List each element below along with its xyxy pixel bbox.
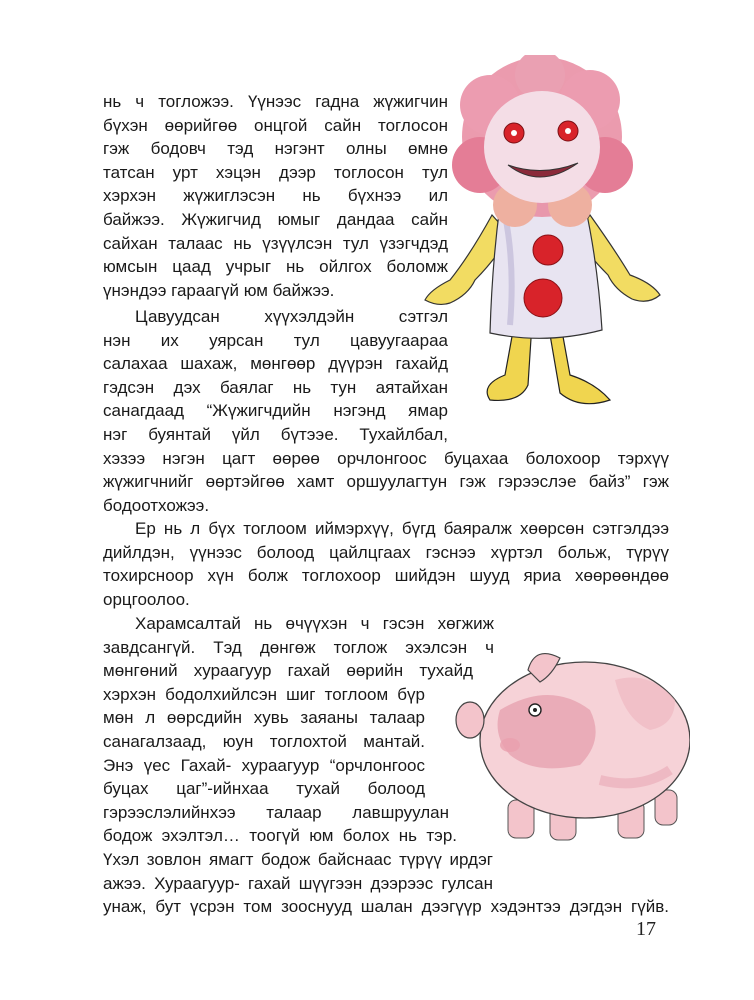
text-line: тохирсноор хүн болж тоглохоор шийдэн шууд яриа хөөрөөндөө bbox=[103, 566, 669, 586]
text-line: Энэ үес Гахай- хураагуур “орчлонгоос bbox=[103, 755, 425, 775]
text-line: Цавуудсан хүүхэлдэйн сэтгэл bbox=[135, 307, 448, 326]
text-line: бүхэн өөрийгөө онцгой сайн тоглосон bbox=[103, 115, 448, 135]
text-line: юмсын цаад учрыг нь ойлгох боломж bbox=[103, 257, 448, 277]
text-line: татсан урт хэцэн дээр тоглосон тул bbox=[103, 162, 448, 182]
doll-button-top bbox=[533, 235, 563, 265]
text-line: үнэндээ гараагүй юм байжээ. bbox=[103, 280, 335, 300]
text-line: сайхан талаас нь үзүүлсэн тул үзэгчдэд bbox=[103, 233, 448, 253]
text-line: гэж бодовч тэд нэгэнт олны өмнө bbox=[103, 139, 448, 159]
text-line: нэг буянтай үйл бүтээе. Тухайлбал, bbox=[103, 424, 448, 444]
text-line: жүжигчнийг өөртэйгөө хамт оршуулагтун гэж гэрээслэе байз” гэж bbox=[103, 472, 669, 492]
text-line: мөнгөний хураагуур гахай өөрийн тухайд bbox=[103, 661, 473, 681]
doll-face bbox=[484, 91, 600, 203]
page-number: 17 bbox=[636, 918, 656, 940]
text-line: нэн их уярсан тул цавуугаараа bbox=[103, 330, 448, 350]
text-line: Харамсалтай нь өчүүхэн ч гэсэн хөгжиж bbox=[135, 614, 494, 633]
paragraph-1 bbox=[103, 90, 448, 302]
text-line: буцах цаг”-ийнхаа тухай болоод bbox=[103, 779, 425, 799]
text-line: орцгоолоо. bbox=[103, 589, 190, 609]
text-line: гэдсэн дэх баялаг нь тун аятайхан bbox=[103, 377, 448, 397]
text-line: хэзээ нэгэн цагт өөрөө орчлонгоос буцахаа болохоор тэрхүү bbox=[103, 448, 669, 468]
text-line: байжээ. Жүжигчид юмыг дандаа сайн bbox=[103, 209, 448, 229]
text-line: завдсангүй. Тэд дөнгөж тоглож эхэлсэн ч bbox=[103, 637, 494, 657]
paragraph-4 bbox=[103, 612, 669, 919]
text-line: Ер нь л бүх тоглоом иймэрхүү, бүгд баяралж хөөрсөн сэтгэлдээ bbox=[135, 519, 669, 538]
text-line: нь ч тогложээ. Үүнээс гадна жүжигчин bbox=[103, 92, 448, 111]
paragraph-2 bbox=[103, 305, 669, 517]
text-line: салахаа шахаж, мөнгөөр дүүрэн гахайд bbox=[103, 354, 448, 374]
text-line: бодож эхэлтэл… тоогүй юм болох нь тэр. bbox=[103, 826, 457, 846]
text-line: хэрхэн бодолхийлсэн шиг тоглоом бүр bbox=[103, 684, 425, 704]
text-line: дийлдэн, үүнээс болоод цайлцгаах гэснээ хүртэл больж, түрүү bbox=[103, 542, 669, 562]
text-line: гэрээслэлийнхээ талаар лавшруулан bbox=[103, 802, 449, 822]
text-line: санагдаад “Жүжигчдийн нэгэнд ямар bbox=[103, 401, 448, 421]
text-line: ажээ. Хураагуур- гахай шүүгээн дээрээс гулсан bbox=[103, 873, 493, 893]
text-line: санагалзаад, юун тоглохтой мантай. bbox=[103, 731, 425, 751]
text-line: бодоотхожээ. bbox=[103, 495, 210, 515]
text-line: мөн л өөрсдийн хувь заяаны талаар bbox=[103, 708, 425, 728]
paragraph-3 bbox=[103, 517, 669, 611]
text-line: хэрхэн жүжиглэсэн нь бүхнээ ил bbox=[103, 186, 448, 206]
text-line: унаж, бут үсрэн том зооснууд шалан дээгүүр хэдэнтээ дэгдэн гүйв. bbox=[103, 897, 669, 917]
text-line: Үхэл зовлон ямагт бодож байснаас түрүү ирдэг bbox=[103, 849, 493, 869]
